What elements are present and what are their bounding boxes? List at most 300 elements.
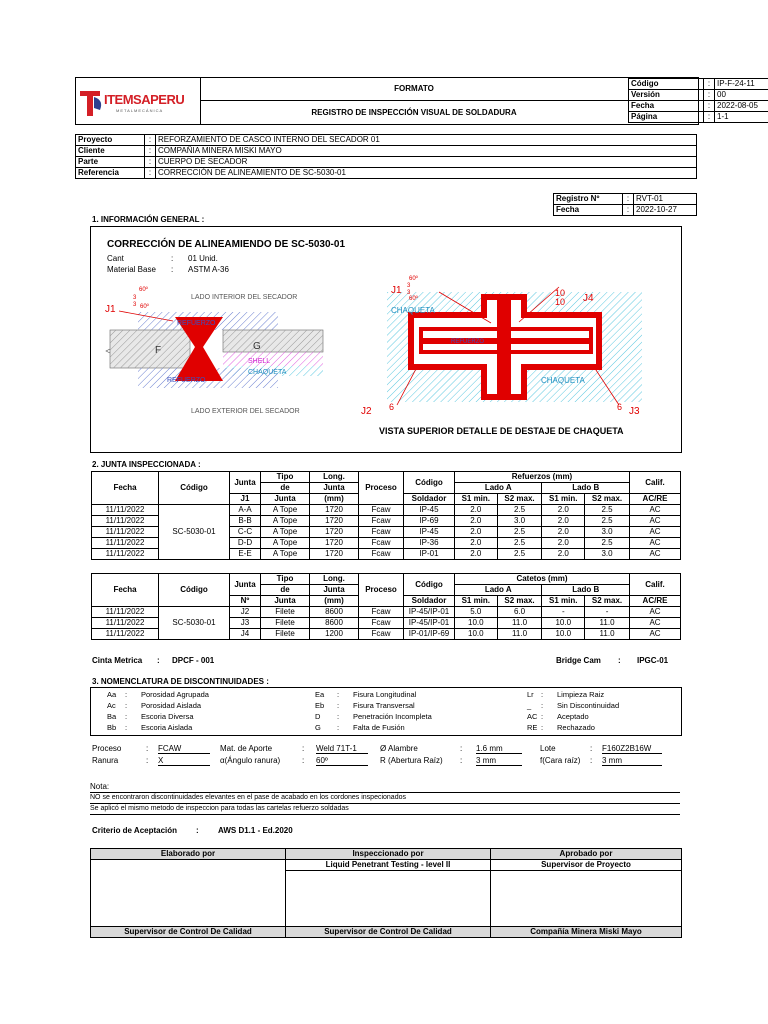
data-cell: IP-36	[404, 538, 455, 549]
meta-row	[629, 79, 768, 90]
left-chaqueta-label: CHAQUETA	[248, 369, 287, 376]
nom-colon: :	[125, 701, 128, 710]
header-cell: Long.	[310, 472, 359, 483]
project-colon: :	[145, 157, 156, 168]
data-cell: B-B	[230, 516, 261, 527]
bridge-colon: :	[618, 656, 621, 665]
meta-table	[628, 78, 768, 123]
data-cell: AC	[630, 618, 681, 629]
nom-desc: Fisura Longitudinal	[353, 690, 417, 699]
nom-desc: Sin Discontinuidad	[557, 701, 620, 710]
right-j3-label: J3	[629, 406, 640, 417]
data-cell: 6.0	[497, 607, 542, 618]
project-key: Parte	[76, 157, 145, 168]
right-refuerzo-label: REFUERZO	[451, 339, 484, 345]
header-cell: Soldador	[404, 596, 455, 607]
nom-code: Bb	[107, 723, 117, 732]
data-cell: AC	[630, 607, 681, 618]
data-cell: 10.0	[542, 618, 585, 629]
data-cell: 2.5	[585, 538, 630, 549]
data-cell: 11.0	[585, 629, 630, 640]
data-cell: 11.0	[585, 618, 630, 629]
right-j4-label: J4	[583, 293, 594, 304]
right-j1-label: J1	[391, 285, 402, 296]
header-cell: Código	[404, 574, 455, 596]
nota-line-2: Se aplicó el mismo metodo de inspeccion para todas las cartelas refuerzo soldadas	[90, 804, 680, 815]
header-cell: Junta	[261, 494, 310, 505]
header-cell: Fecha	[92, 574, 159, 607]
nota-label: Nota:	[90, 782, 680, 793]
project-colon: :	[145, 146, 156, 157]
header-cell: Código	[159, 574, 230, 607]
jacket-top-view-drawing	[359, 257, 679, 452]
lote-colon: :	[590, 744, 593, 753]
data-cell: Fcaw	[359, 618, 404, 629]
data-cell: Fcaw	[359, 516, 404, 527]
ranura-label: Ranura	[92, 756, 119, 765]
cara-value: 3 mm	[602, 756, 662, 766]
nom-desc: Escoria Diversa	[141, 712, 194, 721]
header-cell: Junta	[310, 585, 359, 596]
header-cell: AC/RE	[630, 596, 681, 607]
project-row	[76, 135, 697, 146]
material-value: ASTM A-36	[188, 265, 229, 274]
nom-desc: Falta de Fusión	[353, 723, 405, 732]
project-key: Proyecto	[76, 135, 145, 146]
proceso-value: FCAW	[158, 744, 210, 754]
header-cell: Long.	[310, 574, 359, 585]
data-cell: D-D	[230, 538, 261, 549]
sig-elaborado-box	[91, 860, 286, 927]
header-cell: S1 min.	[455, 596, 498, 607]
registro-row	[554, 205, 697, 216]
left-refuerzo-top: REFUERZO	[177, 320, 216, 327]
data-cell: AC	[630, 516, 681, 527]
project-table	[75, 134, 697, 179]
logo-subtext: METALMECÁNICA	[116, 108, 164, 113]
sig-aprobado-sub: Supervisor de Proyecto	[491, 860, 682, 871]
proceso-colon: :	[146, 744, 149, 753]
header-cell: de	[261, 483, 310, 494]
criterio-colon: :	[196, 826, 199, 835]
data-cell: J3	[230, 618, 261, 629]
nomenclature-box	[90, 687, 682, 736]
nom-desc: Aceptado	[557, 712, 589, 721]
nom-code: Eb	[315, 701, 325, 710]
data-cell: Filete	[261, 607, 310, 618]
nota-line-1: NO se encontraron discontinuidades elevantes en el pase de acabado en los cordones inspecionados	[90, 793, 680, 804]
aporte-label: Mat. de Aporte	[220, 744, 273, 753]
right-dim6b-label: 6	[617, 402, 623, 412]
joint-table-1	[91, 471, 681, 560]
nom-colon: :	[125, 723, 128, 732]
registro-value: RVT-01	[634, 194, 697, 205]
lote-value: F160Z2B16W	[602, 744, 662, 754]
nom-colon: :	[337, 723, 340, 732]
data-cell: IP-69	[404, 516, 455, 527]
weld-params	[92, 744, 682, 774]
right-dim3b-label: 3	[407, 290, 411, 296]
lote-label: Lote	[540, 744, 556, 753]
data-cell: 10.0	[455, 629, 498, 640]
header-cell: Lado A	[455, 483, 542, 494]
nom-code: _	[527, 701, 532, 710]
meta-key: Versión	[629, 90, 704, 101]
section2-title: 2. JUNTA INSPECCIONADA :	[92, 460, 201, 469]
form-title: REGISTRO DE INSPECCIÓN VISUAL DE SOLDADURA	[311, 108, 517, 117]
codigo-cell: SC-5030-01	[159, 505, 230, 560]
nom-colon: :	[337, 712, 340, 721]
bridge-value: IPGC-01	[637, 656, 669, 665]
data-cell: IP-01	[404, 549, 455, 560]
nom-code: G	[315, 723, 321, 732]
sig-inspeccionado-sub: Liquid Penetrant Testing - level II	[286, 860, 491, 871]
data-cell: 1720	[310, 538, 359, 549]
project-value: COMPAÑIA MINERA MISKI MAYO	[156, 146, 697, 157]
nom-colon: :	[541, 712, 544, 721]
header-cell: Junta	[230, 574, 261, 596]
left-bottom-label: LADO EXTERIOR DEL SECADOR	[191, 408, 300, 415]
form-label: FORMATO	[200, 78, 628, 101]
right-j2-label: J2	[361, 406, 372, 417]
cinta-colon: :	[157, 656, 160, 665]
signature-table	[90, 848, 682, 938]
nom-code: RE	[527, 723, 538, 732]
nom-desc: Fisura Transversal	[353, 701, 415, 710]
data-cell: 2.0	[542, 549, 585, 560]
data-cell: -	[542, 607, 585, 618]
header-cell: AC/RE	[630, 494, 681, 505]
sig-elaborado-foot: Supervisor de Control De Calidad	[91, 927, 286, 938]
fecha-cell: 11/11/2022	[92, 607, 159, 618]
table-row	[92, 505, 681, 516]
data-cell: C-C	[230, 527, 261, 538]
ranura-value: X	[158, 756, 210, 766]
angulo-value: 60º	[316, 756, 368, 766]
header-cell: Lado B	[542, 483, 630, 494]
right-angle-label-2: 60º	[409, 296, 418, 302]
proceso-label: Proceso	[92, 744, 122, 753]
table-row	[92, 607, 681, 618]
sig-elaborado-head: Elaborado por	[91, 849, 286, 860]
data-cell: 11.0	[497, 629, 542, 640]
data-cell: 2.0	[542, 527, 585, 538]
header-cell: Proceso	[359, 472, 404, 505]
right-chaqueta-top: CHAQUETA	[391, 306, 435, 315]
left-g-label: G	[253, 341, 261, 352]
data-cell: A-A	[230, 505, 261, 516]
data-cell: 3.0	[585, 527, 630, 538]
right-chaqueta-bottom: CHAQUETA	[541, 376, 585, 385]
left-j1-label: J1	[105, 304, 116, 315]
abertura-label: R (Abertura Raíz)	[380, 756, 443, 765]
data-cell: 2.5	[497, 549, 542, 560]
header-cell: Junta	[261, 596, 310, 607]
data-cell: 2.5	[497, 538, 542, 549]
registro-table	[553, 193, 697, 216]
data-cell: 2.0	[455, 538, 498, 549]
head-row	[92, 472, 681, 483]
cant-colon: :	[171, 254, 174, 263]
data-cell: IP-45/IP-01	[404, 618, 455, 629]
nom-colon: :	[125, 690, 128, 699]
sig-inspeccionado-head: Inspeccionado por	[286, 849, 491, 860]
meta-key: Fecha	[629, 101, 704, 112]
data-cell: 8600	[310, 618, 359, 629]
right-dim6a-label: 6	[389, 402, 395, 412]
project-value: REFORZAMIENTO DE CASCO INTERNO DEL SECADOR 01	[156, 135, 697, 146]
cinta-value: DPCF - 001	[172, 656, 215, 665]
right-dim10b-label: 10	[555, 297, 566, 307]
meta-value: 00	[715, 90, 768, 101]
header-cell: Tipo	[261, 574, 310, 585]
document-header	[75, 77, 758, 125]
logo-mark-icon	[80, 88, 104, 116]
meta-key: Página	[629, 112, 704, 123]
aporte-colon: :	[302, 744, 305, 753]
left-f-label: F	[155, 345, 162, 356]
data-cell: 2.0	[542, 516, 585, 527]
angulo-label: α(Ángulo ranura)	[220, 756, 281, 765]
header-cell: S2 max.	[497, 494, 542, 505]
registro-row	[554, 194, 697, 205]
registro-value: 2022-10-27	[634, 205, 697, 216]
data-cell: J2	[230, 607, 261, 618]
data-cell: 2.0	[542, 505, 585, 516]
nom-desc: Rechazado	[557, 723, 595, 732]
nom-desc: Porosidad Aislada	[141, 701, 202, 710]
header-cell: Refuerzos (mm)	[455, 472, 630, 483]
data-cell: E-E	[230, 549, 261, 560]
fecha-cell: 11/11/2022	[92, 505, 159, 516]
nom-colon: :	[125, 712, 128, 721]
left-dim1-label: 3	[133, 295, 137, 301]
header-cell: Fecha	[92, 472, 159, 505]
data-cell: 3.0	[585, 549, 630, 560]
project-value: CORRECCIÓN DE ALINEAMIENTO DE SC-5030-01	[156, 168, 697, 179]
alambre-label: Ø Alambre	[380, 744, 418, 753]
angulo-colon: :	[302, 756, 305, 765]
meta-value: 2022-08-05	[715, 101, 768, 112]
sig-inspeccionado-foot: Supervisor de Control De Calidad	[286, 927, 491, 938]
registro-colon: :	[623, 205, 634, 216]
section3-title: 3. NOMENCLATURA DE DISCONTINUIDADES :	[92, 677, 269, 686]
meta-colon: :	[704, 90, 715, 101]
left-top-label: LADO INTERIOR DEL SECADOR	[191, 294, 298, 301]
data-cell: AC	[630, 629, 681, 640]
criterio-value: AWS D1.1 - Ed.2020	[218, 826, 293, 835]
alambre-colon: :	[460, 744, 463, 753]
data-cell: 1200	[310, 629, 359, 640]
header-cell: Junta	[310, 483, 359, 494]
data-cell: Fcaw	[359, 629, 404, 640]
bridge-label: Bridge Cam	[556, 656, 601, 665]
fecha-cell: 11/11/2022	[92, 538, 159, 549]
data-cell: AC	[630, 527, 681, 538]
logo-text: ITEMSAPERU	[104, 92, 185, 107]
header-cell: Código	[159, 472, 230, 505]
registro-colon: :	[623, 194, 634, 205]
data-cell: 8600	[310, 607, 359, 618]
header-cell: Proceso	[359, 574, 404, 607]
fecha-cell: 11/11/2022	[92, 527, 159, 538]
header-cell: Código	[404, 472, 455, 494]
data-cell: IP-45	[404, 527, 455, 538]
alambre-value: 1.6 mm	[476, 744, 522, 754]
data-cell: Fcaw	[359, 549, 404, 560]
header-cell: S2 max.	[585, 494, 630, 505]
right-angle-label: 60º	[409, 276, 418, 282]
project-value: CUERPO DE SECADOR	[156, 157, 697, 168]
data-cell: 1720	[310, 505, 359, 516]
project-colon: :	[145, 168, 156, 179]
project-colon: :	[145, 135, 156, 146]
nom-code: Aa	[107, 690, 117, 699]
general-info-heading: CORRECCIÓN DE ALINEAMIENDO DE SC-5030-01	[107, 239, 346, 250]
general-info-box	[90, 226, 682, 453]
ranura-colon: :	[146, 756, 149, 765]
header-cell: (mm)	[310, 596, 359, 607]
data-cell: -	[585, 607, 630, 618]
data-cell: 2.0	[455, 516, 498, 527]
header-cell: S1 min.	[542, 596, 585, 607]
nom-code: D	[315, 712, 321, 721]
meta-row	[629, 112, 768, 123]
header-cell: J1	[230, 494, 261, 505]
left-dim2-label: 3	[133, 302, 137, 308]
header-cell: Tipo	[261, 472, 310, 483]
header-cell: (mm)	[310, 494, 359, 505]
fecha-cell: 11/11/2022	[92, 516, 159, 527]
project-row	[76, 146, 697, 157]
meta-colon: :	[704, 101, 715, 112]
data-cell: AC	[630, 538, 681, 549]
meta-key: Código	[629, 79, 704, 90]
data-cell: Filete	[261, 618, 310, 629]
header-cell: Lado A	[455, 585, 542, 596]
nom-colon: :	[337, 701, 340, 710]
left-angle-label-2: 60º	[140, 304, 149, 310]
nom-desc: Porosidad Agrupada	[141, 690, 209, 699]
material-label: Material Base	[107, 265, 156, 274]
header-cell: Calif.	[630, 574, 681, 596]
data-cell: 3.0	[497, 516, 542, 527]
header-cell: Catetos (mm)	[455, 574, 630, 585]
sig-aprobado-head: Aprobado por	[491, 849, 682, 860]
material-colon: :	[171, 265, 174, 274]
data-cell: 2.5	[497, 527, 542, 538]
data-cell: 2.0	[455, 505, 498, 516]
nom-code: Ba	[107, 712, 117, 721]
codigo-cell: SC-5030-01	[159, 607, 230, 640]
data-cell: 2.0	[542, 538, 585, 549]
nom-desc: Penetración Incompleta	[353, 712, 432, 721]
company-logo	[76, 78, 201, 124]
data-cell: 1720	[310, 527, 359, 538]
nom-desc: Escoria Aislada	[141, 723, 193, 732]
nom-code: Ac	[107, 701, 116, 710]
sig-aprobado-box	[491, 871, 682, 927]
right-dim10a-label: 10	[555, 288, 566, 298]
joint-table-2	[91, 573, 681, 640]
left-shell-label: SHELL	[248, 358, 271, 365]
abertura-colon: :	[460, 756, 463, 765]
head-row	[92, 574, 681, 585]
data-cell: A Tope	[261, 516, 310, 527]
data-cell: Fcaw	[359, 607, 404, 618]
project-key: Cliente	[76, 146, 145, 157]
cant-label: Cant	[107, 254, 124, 263]
cant-value: 01 Unid.	[188, 254, 218, 263]
nom-code: Lr	[527, 690, 534, 699]
data-cell: Fcaw	[359, 527, 404, 538]
nom-colon: :	[541, 690, 544, 699]
data-cell: 10.0	[542, 629, 585, 640]
section1-title: 1. INFORMACIÓN GENERAL :	[92, 215, 205, 224]
data-cell: A Tope	[261, 505, 310, 516]
data-cell: 2.5	[497, 505, 542, 516]
data-cell: IP-45	[404, 505, 455, 516]
data-cell: 2.0	[455, 549, 498, 560]
left-refuerzo-bottom: REFUERZO	[167, 377, 206, 384]
data-cell: A Tope	[261, 538, 310, 549]
nom-code: Ea	[315, 690, 325, 699]
data-cell: Filete	[261, 629, 310, 640]
nota-block	[90, 782, 680, 815]
data-cell: 1720	[310, 549, 359, 560]
sig-aprobado-foot: Compañía Minera Miski Mayo	[491, 927, 682, 938]
registro-key: Registro Nº	[554, 194, 623, 205]
aporte-value: Weld 71T-1	[316, 744, 368, 754]
header-cell: S1 min.	[542, 494, 585, 505]
header-cell: de	[261, 585, 310, 596]
header-cell: Junta	[230, 472, 261, 494]
joint-section-drawing	[103, 279, 353, 449]
registro-key: Fecha	[554, 205, 623, 216]
data-cell: A Tope	[261, 549, 310, 560]
project-key: Referencia	[76, 168, 145, 179]
cara-label: f(Cara raíz)	[540, 756, 581, 765]
nom-colon: :	[337, 690, 340, 699]
data-cell: Fcaw	[359, 505, 404, 516]
data-cell: 2.5	[585, 505, 630, 516]
header-cell: Calif.	[630, 472, 681, 494]
criterio-label: Criterio de Aceptación	[92, 826, 178, 835]
fecha-cell: 11/11/2022	[92, 618, 159, 629]
header-cell: S1 min.	[455, 494, 498, 505]
data-cell: J4	[230, 629, 261, 640]
project-row	[76, 168, 697, 179]
nom-desc: Limpieza Raiz	[557, 690, 605, 699]
fecha-cell: 11/11/2022	[92, 629, 159, 640]
nom-colon: :	[541, 701, 544, 710]
meta-value: IP-F-24-11	[715, 79, 768, 90]
meta-colon: :	[704, 112, 715, 123]
meta-row	[629, 90, 768, 101]
header-cell: S2 max.	[585, 596, 630, 607]
data-cell: IP-01/IP-69	[404, 629, 455, 640]
meta-value: 1-1	[715, 112, 768, 123]
left-angle-label: 60º	[139, 287, 148, 293]
abertura-value: 3 mm	[476, 756, 522, 766]
header-cell: Lado B	[542, 585, 630, 596]
meta-colon: :	[704, 79, 715, 90]
data-cell: 1720	[310, 516, 359, 527]
header-cell: Soldador	[404, 494, 455, 505]
cinta-label: Cinta Metrica	[92, 656, 143, 665]
data-cell: 11.0	[497, 618, 542, 629]
project-row	[76, 157, 697, 168]
